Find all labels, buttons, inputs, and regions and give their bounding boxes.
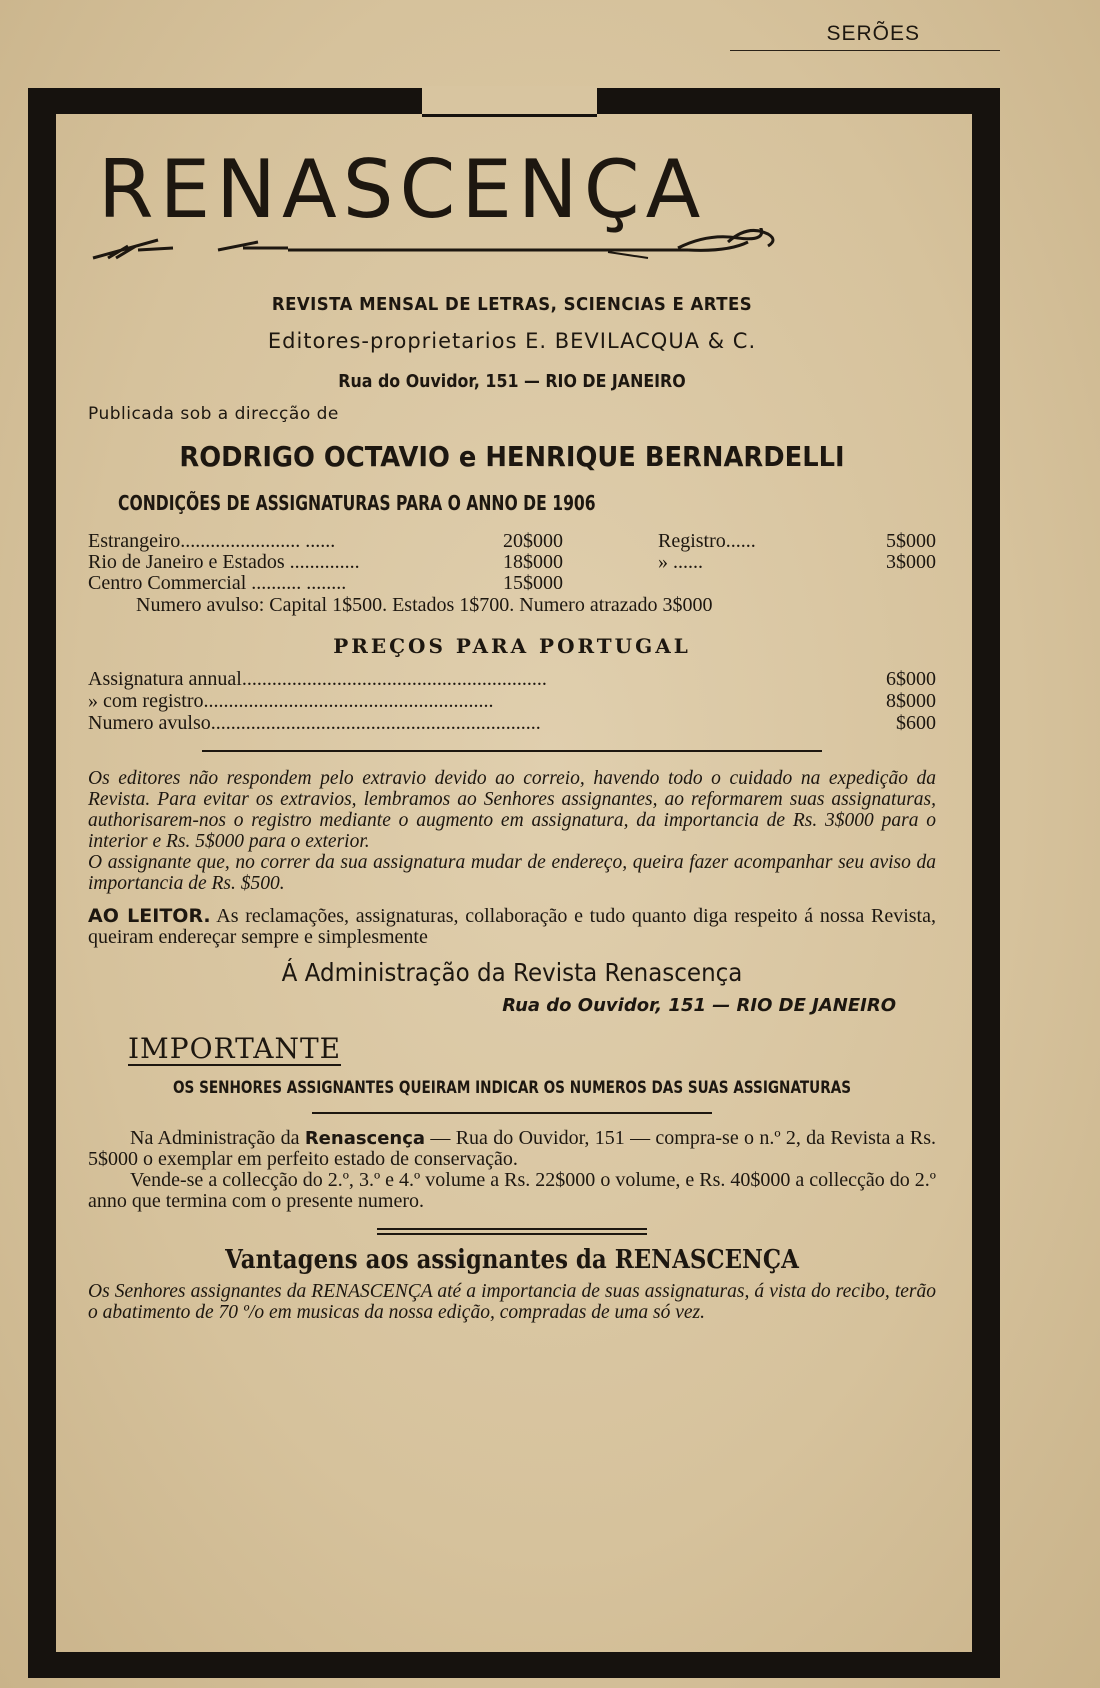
portugal-price-label: Assignatura annual............................................................. xyxy=(88,668,547,690)
advantages-heading: Vantagens aos assignantes da RENASCENÇA xyxy=(225,1245,799,1275)
notice-paragraph: Os editores não respondem pelo extravio devido ao correio, havendo todo o cuidado na expedição da Revista. Para evitar os extravios, lembramos ao Senhores assignantes, ao reformarem suas assignaturas, authorisarem-nos o registro mediante o augmento em assignatura, da importancia de Rs. 3$000 para o interior e Rs. 5$000 para o exterior. xyxy=(88,768,936,852)
advantages-text: Os Senhores assignantes da RENASCENÇA até a importancia de suas assignaturas, á vista do recibo, terão o abatimento de 70 º/o em musicas da nossa edição, compradas de uma só vez. xyxy=(88,1281,936,1323)
back-issues-notice xyxy=(88,1128,936,1212)
price-label: Centro Commercial .......... ........ xyxy=(88,572,347,594)
portugal-price-table xyxy=(88,668,936,734)
price-value-2 xyxy=(858,573,936,594)
price-label: Estrangeiro........................ ...... xyxy=(88,530,336,552)
portugal-heading: PREÇOS PARA PORTUGAL xyxy=(333,634,691,658)
frame-inner-line-left xyxy=(54,114,56,1654)
section-divider xyxy=(312,1112,712,1114)
portugal-price-value: 8$000 xyxy=(886,690,936,712)
conditions-heading: CONDIÇÕES DE ASSIGNATURAS PARA O ANNO DE 1906 xyxy=(118,491,596,515)
price-value: 20$000 xyxy=(503,530,563,552)
reader-notice-label: AO LEITOR. xyxy=(88,905,211,927)
price-label-2: » ...... xyxy=(658,551,703,573)
portugal-price-row xyxy=(88,712,936,734)
frame-top-gap xyxy=(422,86,597,116)
notice-paragraph: O assignante que, no correr da sua assignatura mudar de endereço, queira fazer acompanhar seu aviso da importancia de Rs. $500. xyxy=(88,852,936,894)
price-value-2: 3$000 xyxy=(886,551,936,573)
sale-magazine-name: Renascença xyxy=(304,1128,426,1149)
advert-content xyxy=(88,143,937,1323)
portugal-price-value: 6$000 xyxy=(886,668,936,690)
section-divider xyxy=(202,750,822,752)
price-value: 18$000 xyxy=(503,551,563,573)
publisher-address: Rua do Ouvidor, 151 — RIO DE JANEIRO xyxy=(338,371,686,392)
frame-inner-line-right xyxy=(972,114,974,1654)
administration-line: Á Administração da Revista Renascença xyxy=(281,958,743,987)
price-label: Rio de Janeiro e Estados .............. xyxy=(88,551,360,573)
portugal-price-value: $600 xyxy=(896,712,936,734)
portugal-price-row xyxy=(88,668,936,690)
sale-paragraph: Vende-se a collecção do 2.º, 3.º e 4.º volume a Rs. 22$000 o volume, e Rs. 40$000 a collecção do 2.º anno que termina com o presente numero. xyxy=(88,1169,936,1212)
section-divider xyxy=(377,1228,647,1230)
section-divider xyxy=(377,1233,647,1235)
sale-text-a: Na Administração da xyxy=(130,1127,305,1149)
magazine-subtitle: REVISTA MENSAL DE LETRAS, SCIENCIAS E ARTES xyxy=(271,294,753,315)
running-head: SERÕES xyxy=(730,22,1000,51)
portugal-price-row xyxy=(88,690,936,712)
directors: RODRIGO OCTAVIO e HENRIQUE BERNARDELLI xyxy=(179,440,845,473)
subscription-price-table xyxy=(88,531,936,616)
magazine-title: RENASCENÇA xyxy=(98,143,707,236)
portugal-price-label: Numero avulso.................................................................. xyxy=(88,712,541,734)
price-label-2: Registro...... xyxy=(658,530,756,552)
price-row xyxy=(88,531,936,552)
price-row xyxy=(88,552,936,573)
sale-text-c: — Rua do Ouvidor, 151 — compra-se o n.º 2, da Revista a Rs. 5$000 o exemplar em perfeito estado de conservação. xyxy=(88,1127,937,1170)
price-value: 15$000 xyxy=(503,572,563,594)
editors-line: Editores-proprietarios E. BEVILACQUA & C. xyxy=(267,329,757,353)
sale-paragraph xyxy=(88,1128,936,1170)
masthead xyxy=(88,143,936,473)
reader-notice-text: As reclamações, assignaturas, collaboração e tudo quanto diga respeito á nossa Revista, queiram endereçar sempre e simplesmente xyxy=(88,905,936,948)
editors-notice xyxy=(88,768,936,894)
reader-notice xyxy=(88,906,936,948)
important-heading: IMPORTANTE xyxy=(128,1032,342,1065)
price-label-2 xyxy=(638,573,858,594)
directed-by: Publicada sob a direcção de xyxy=(88,404,339,424)
single-issue-prices: Numero avulso: Capital 1$500. Estados 1$700. Numero atrazado 3$000 xyxy=(136,594,713,616)
price-row xyxy=(88,573,936,594)
administration-address: Rua do Ouvidor, 151 — RIO DE JANEIRO xyxy=(502,995,896,1016)
price-value-2: 5$000 xyxy=(886,530,936,552)
important-note: OS SENHORES ASSIGNANTES QUEIRAM INDICAR OS NUMEROS DAS SUAS ASSIGNATURAS xyxy=(172,1078,852,1098)
portugal-price-label: » com registro.......................................................... xyxy=(88,690,494,712)
frame-inner-line-bottom xyxy=(54,1652,974,1654)
